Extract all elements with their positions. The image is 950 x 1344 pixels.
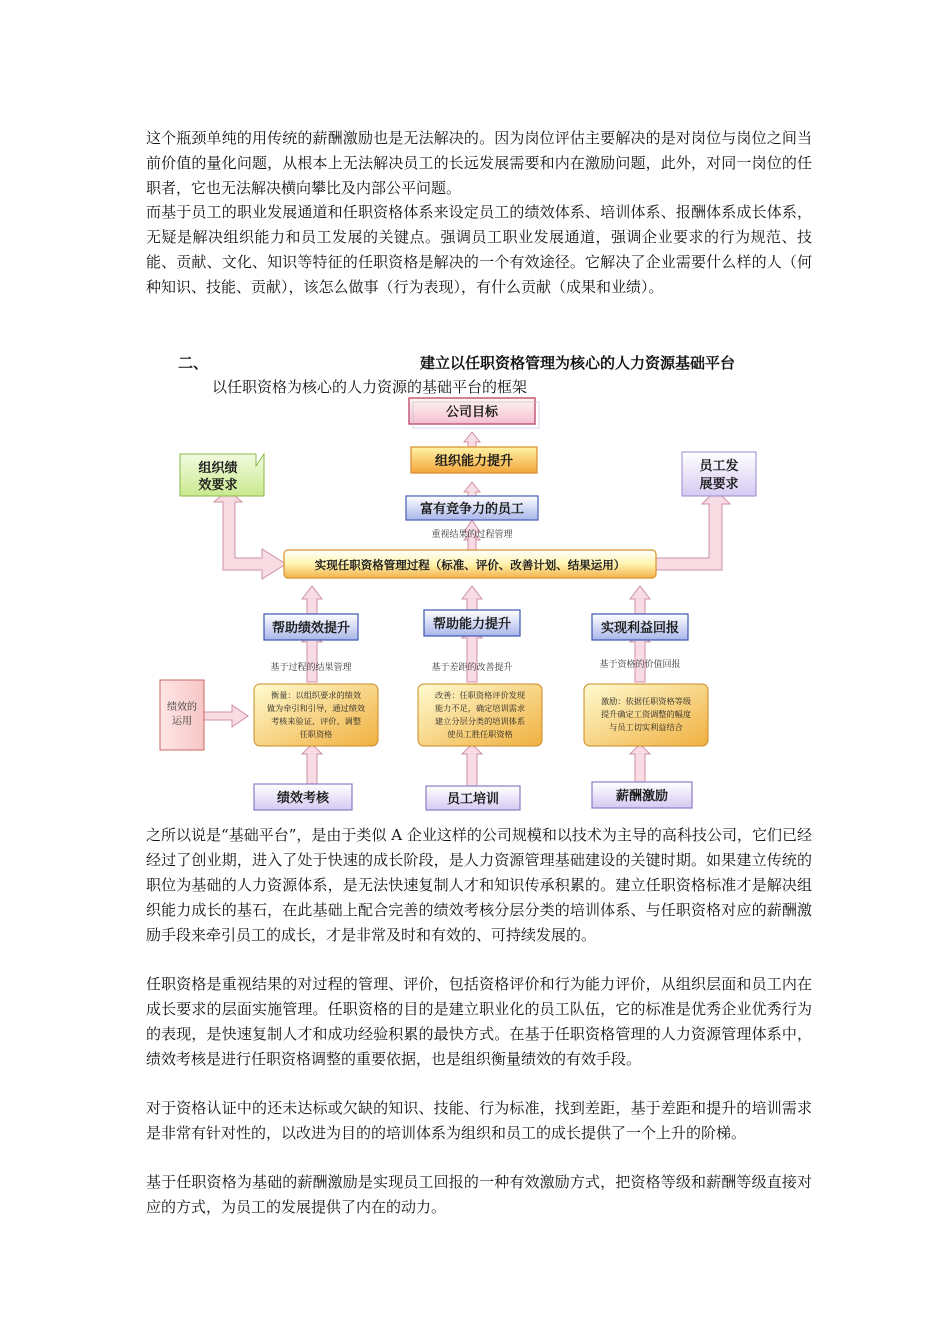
staff-training-label: 员工培训	[446, 792, 500, 807]
org-capability-label: 组织能力提升	[434, 454, 514, 469]
paragraph-4: 任职资格是重视结果的对过程的管理、评价，包括资格评价和行为能力评价，从组织层面和员工内在成长要求的层面实施管理。任职资格的目的是建立职业化的员工队伍，它的标准是优秀企业优秀行为的表现，是快速复制人才和成功经验积累的最快方式。在基于任职资格管理的人力资源管理体系中，绩效考核是进行任职资格调整的重要依据，也是组织衡量绩效的有效手段。	[146, 975, 812, 1068]
help-perf-label: 帮助绩效提升	[271, 621, 351, 636]
help-perf-box	[264, 614, 358, 640]
salary-incentive-box	[592, 782, 692, 808]
box-mid-line1: 改善：任职资格评价发现	[434, 690, 526, 700]
company-goal-box	[409, 398, 539, 428]
org-capability-box	[411, 447, 537, 473]
box-right-line1: 激励：依据任职资格等级	[600, 696, 692, 706]
box-left-line1: 衡量：以组织要求的绩效	[270, 690, 362, 700]
sub-label-left: 基于过程的结果管理	[270, 663, 352, 673]
result-process-label: 重视结果的过程管理	[431, 530, 513, 540]
left-elbow-arrow	[214, 490, 286, 579]
up-arrow-left-col	[302, 586, 322, 616]
figure-caption: 以任职资格为核心的人力资源的基础平台的框架	[212, 378, 528, 396]
perf-use-box	[160, 680, 204, 750]
org-perf-req-line2: 效要求	[198, 478, 238, 493]
box-right-incentive	[584, 684, 708, 746]
competitive-staff-box	[406, 496, 538, 520]
staff-training-box	[426, 786, 520, 810]
right-elbow-arrow	[652, 490, 730, 570]
paragraph-6: 基于任职资格为基础的薪酬激励是实现员工回报的一种有效激励方式，把资格等级和薪酬等级直接对应的方式，为员工的发展提供了内在的动力。	[146, 1173, 812, 1216]
perf-appraisal-box	[254, 784, 352, 810]
box-left-measure	[254, 684, 378, 746]
box-left-line4: 任职资格	[299, 729, 333, 739]
perf-appraisal-label: 绩效考核	[276, 791, 330, 806]
section-heading	[178, 352, 828, 374]
paragraph-5: 对于资格认证中的还未达标或欠缺的知识、技能、行为标准，找到差距，基于差距和提升的培训需求是非常有针对性的，以改进为目的的培训体系为组织和员工的成长提供了一个上升的阶梯。	[146, 1099, 812, 1142]
perf-use-arrow	[204, 705, 248, 727]
perf-use-line2: 运用	[172, 716, 192, 727]
box-right-line2: 提升确定工资调整的幅度	[600, 709, 692, 719]
staff-dev-req-box	[682, 452, 756, 496]
benefit-return-box	[592, 614, 688, 640]
org-perf-req-line1: 组织绩	[198, 461, 238, 476]
up-arrow-right-bottom	[630, 744, 650, 782]
box-mid-line3: 建立分层分类的培训体系	[434, 716, 526, 726]
help-ability-label: 帮助能力提升	[432, 617, 512, 632]
box-right-line3: 与员工切实利益结合	[609, 722, 683, 732]
paragraph-1: 这个瓶颈单纯的用传统的薪酬激励也是无法解决的。因为岗位评估主要解决的是对岗位与岗位之间当前价值的量化问题，从根本上无法解决员工的长远发展需要和内在激励问题，此外，对同一岗位的任职者，它也无法解决横向攀比及内部公平问题。	[146, 129, 812, 197]
box-mid-improve	[418, 684, 542, 746]
core-process-label: 实现任职资格管理过程（标准、评价、改善计划、结果运用）	[314, 558, 626, 572]
salary-incentive-label: 薪酬激励	[615, 789, 669, 804]
perf-use-line1: 绩效的	[167, 702, 197, 713]
paragraph-2: 而基于员工的职业发展通道和任职资格体系来设定员工的绩效体系、培训体系、报酬体系成长体系，无疑是解决组织能力和员工发展的关键点。强调员工职业发展通道，强调企业要求的行为规范、技能、贡献、文化、知识等特征的任职资格是解决的一个有效途径。它解决了企业需要什么样的人（何种知识、技能、贡献），该怎么做事（行为表现），有什么贡献（成果和业绩）。	[146, 203, 812, 296]
up-arrow-mid-bottom	[462, 744, 482, 786]
up-arrow-mid-col	[462, 586, 482, 612]
section-title: 建立以任职资格管理为核心的人力资源基础平台	[420, 354, 736, 372]
box-mid-line4: 使员工胜任职资格	[447, 729, 513, 739]
section-number: 二、	[178, 354, 209, 372]
staff-dev-req-line1: 员工发	[699, 459, 739, 474]
help-ability-box	[424, 610, 520, 636]
company-goal-label: 公司目标	[445, 405, 499, 420]
sub-label-right: 基于资格的价值回报	[599, 660, 681, 670]
staff-dev-req-line2: 展要求	[699, 477, 739, 492]
up-arrow-right-col	[630, 586, 650, 616]
competitive-staff-label: 富有竞争力的员工	[419, 502, 525, 517]
box-left-line2: 做为牵引和引导，通过绩效	[266, 703, 366, 713]
framework-diagram	[156, 392, 776, 817]
sub-label-mid: 基于差距的改善提升	[431, 663, 513, 673]
core-process-box	[284, 550, 656, 578]
box-left-line3: 考核来验证、评价、调整	[270, 716, 362, 726]
up-arrow-left-bottom	[302, 744, 322, 784]
benefit-return-label: 实现利益回报	[600, 621, 680, 636]
box-mid-line2: 能力不足，确定培训需求	[434, 703, 526, 713]
org-perf-req-box	[180, 454, 264, 496]
paragraph-3: 之所以说是“基础平台”，是由于类似 A 企业这样的公司规模和以技术为主导的高科技公司，它们已经经过了创业期，进入了处于快速的成长阶段，是人力资源管理基础建设的关键时期。如果建立传统的职位为基础的人力资源体系，是无法快速复制人才和知识传承积累的。建立任职资格标准才是解决组织能力成长的基石，在此基础上配合完善的绩效考核分层分类的培训体系、与任职资格对应的薪酬激励手段来牵引员工的成长，才是非常及时和有效的、可持续发展的。	[146, 826, 812, 944]
